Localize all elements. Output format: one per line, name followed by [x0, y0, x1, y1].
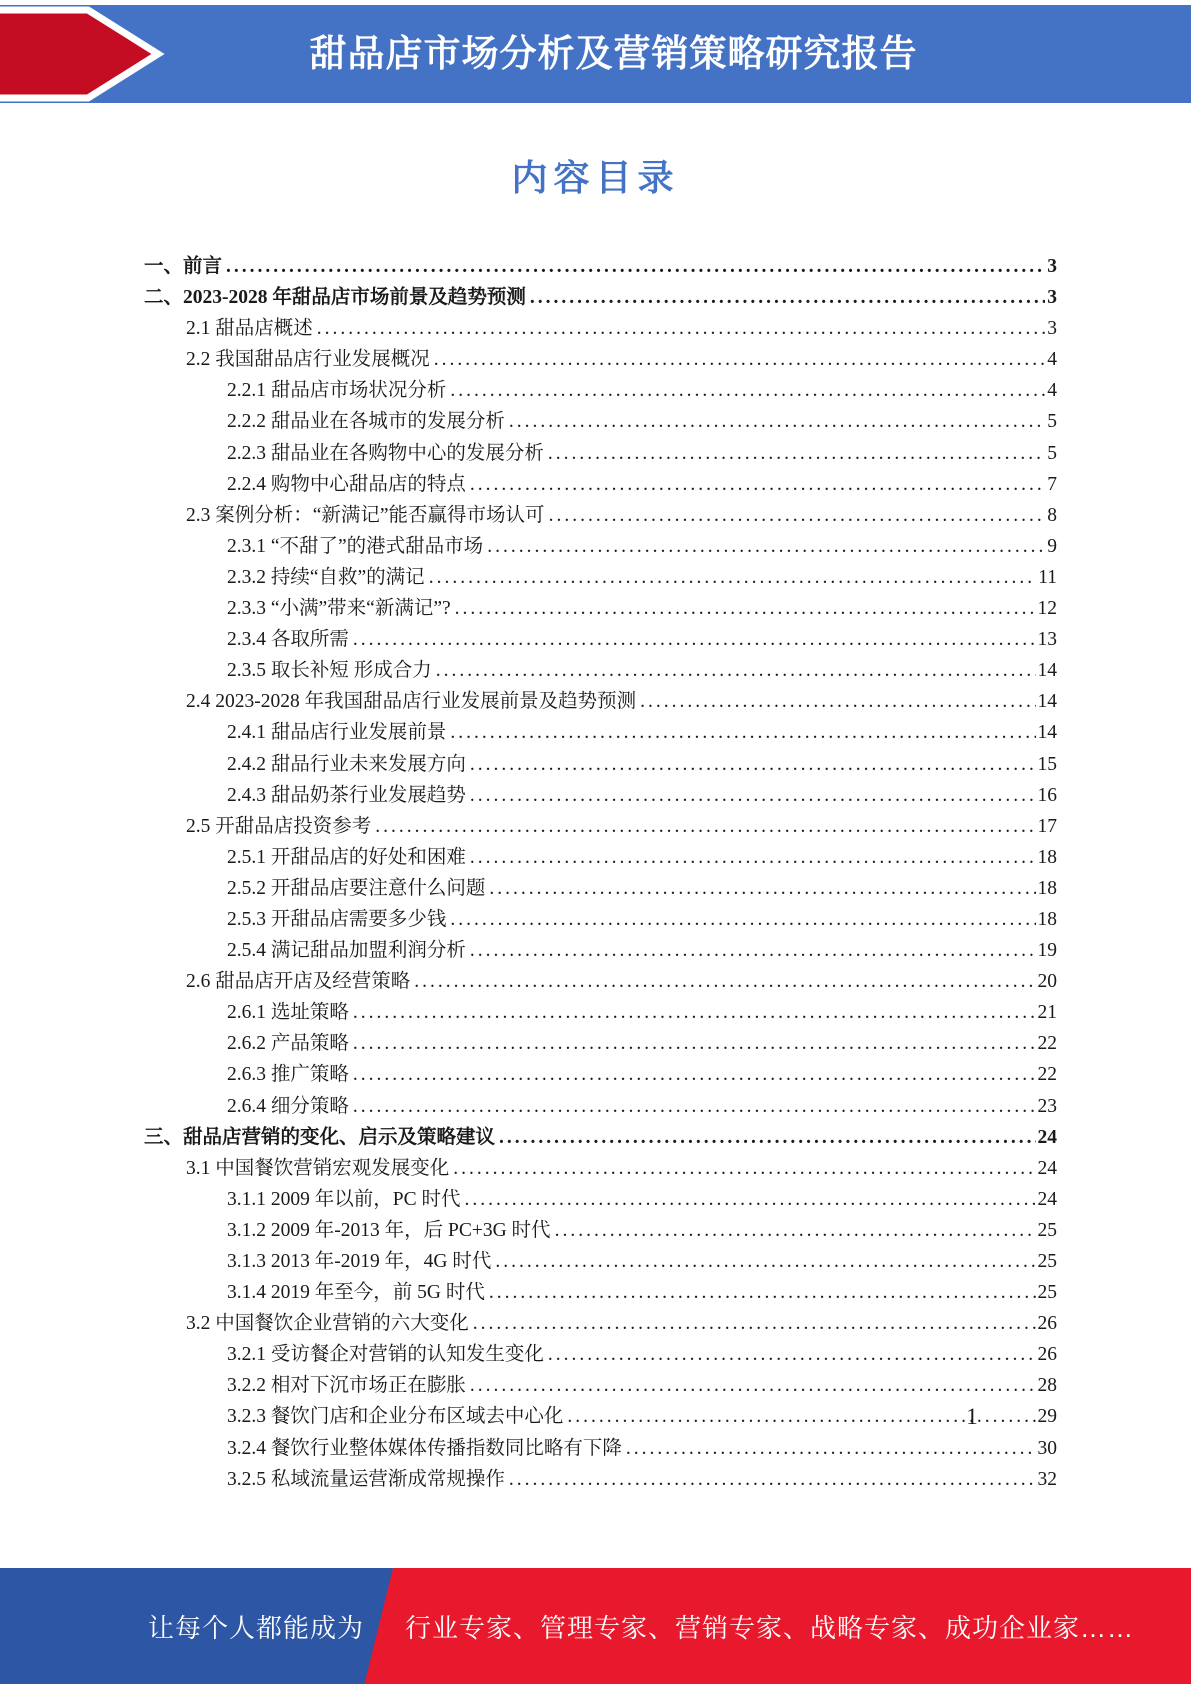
toc-entry[interactable]	[144, 406, 1057, 437]
toc-entry-label: 3.2.5 私域流量运营渐成常规操作	[227, 1468, 505, 1490]
toc-entry-label: 2.5.1 开甜品店的好处和困难	[227, 846, 466, 868]
toc-entry-label: 2.6.1 选址策略	[227, 1002, 349, 1024]
toc-entry[interactable]	[144, 344, 1057, 375]
toc-entry[interactable]	[144, 1277, 1057, 1308]
toc-entry-label: 三、甜品店营销的变化、启示及策略建议	[144, 1126, 496, 1148]
toc-entry[interactable]	[144, 469, 1057, 500]
footer-banner	[0, 1568, 1191, 1684]
toc-leader-dots	[470, 1370, 1036, 1401]
toc-entry-label: 2.2 我国甜品店行业发展概况	[186, 349, 430, 371]
toc-entry-page-number: 28	[1037, 1375, 1057, 1397]
toc-entry[interactable]	[144, 1215, 1057, 1246]
toc-leader-dots	[470, 842, 1036, 873]
toc-entry-page-number: 25	[1037, 1282, 1057, 1304]
toc-entry-page-number: 3	[1047, 318, 1057, 340]
toc-leader-dots	[489, 1277, 1036, 1308]
toc-entry-label: 2.6.4 细分策略	[227, 1095, 349, 1117]
toc-entry-label: 2.3.2 持续“自救”的满记	[227, 566, 425, 588]
toc-entry-label: 3.1.2 2009 年-2013 年，后 PC+3G 时代	[227, 1219, 551, 1241]
toc-entry-label: 3.1.4 2019 年至今，前 5G 时代	[227, 1282, 485, 1304]
toc-entry-page-number: 11	[1038, 566, 1057, 588]
toc-entry-label: 3.2.2 相对下沉市场正在膨胀	[227, 1375, 466, 1397]
toc-entry[interactable]	[144, 655, 1057, 686]
toc-entry-label: 2.1 甜品店概述	[186, 318, 313, 340]
toc-leader-dots	[455, 593, 1036, 624]
toc-leader-dots	[509, 1464, 1036, 1495]
toc-entry[interactable]	[144, 1091, 1057, 1122]
toc-entry-label: 2.6 甜品店开店及经营策略	[186, 971, 411, 993]
toc-entry[interactable]	[144, 1122, 1057, 1153]
toc-leader-dots	[429, 562, 1037, 593]
toc-entry[interactable]	[144, 686, 1057, 717]
toc-entry-page-number: 16	[1037, 784, 1057, 806]
chevron-arrow-icon	[0, 5, 180, 103]
toc-entry-page-number: 5	[1047, 411, 1057, 433]
toc-entry[interactable]	[144, 1308, 1057, 1339]
toc-leader-dots	[353, 997, 1036, 1028]
toc-leader-dots	[499, 1122, 1035, 1153]
toc-entry-page-number: 23	[1037, 1095, 1057, 1117]
toc-leader-dots	[548, 1339, 1036, 1370]
toc-entry-label: 2.3 案例分析：“新满记”能否赢得市场认可	[186, 504, 545, 526]
toc-entry[interactable]	[144, 842, 1057, 873]
toc-leader-dots	[414, 966, 1035, 997]
toc-leader-dots	[436, 655, 1036, 686]
toc-entry-page-number: 3	[1047, 287, 1057, 309]
toc-entry-page-number: 13	[1037, 629, 1057, 651]
toc-entry-label: 2.5 开甜品店投资参考	[186, 815, 372, 837]
toc-entry-page-number: 12	[1037, 598, 1057, 620]
toc-leader-dots	[640, 686, 1035, 717]
toc-entry-label: 3.1.3 2013 年-2019 年，4G 时代	[227, 1251, 492, 1272]
toc-heading: 内容目录	[511, 158, 680, 198]
toc-entry-label: 2.2.1 甜品店市场状况分析	[227, 380, 447, 402]
toc-leader-dots	[626, 1433, 1036, 1464]
toc-entry-label: 2.5.4 满记甜品加盟利润分析	[227, 940, 466, 962]
toc-entry-page-number: 7	[1047, 473, 1057, 495]
toc-entry-page-number: 5	[1047, 442, 1057, 464]
toc-entry[interactable]	[144, 1401, 1057, 1432]
toc-entry-page-number: 4	[1047, 380, 1057, 402]
toc-leader-dots	[470, 935, 1036, 966]
toc-leader-dots	[470, 749, 1036, 780]
toc-entry-page-number: 24	[1037, 1126, 1057, 1148]
toc-entry[interactable]	[144, 749, 1057, 780]
toc-entry[interactable]	[144, 997, 1057, 1028]
toc-leader-dots	[495, 1246, 1035, 1277]
toc-entry-label: 3.2.1 受访餐企对营销的认知发生变化	[227, 1344, 544, 1366]
toc-leader-dots	[487, 531, 1045, 562]
toc-entry[interactable]	[144, 811, 1057, 842]
toc-entry-page-number: 3	[1047, 256, 1057, 277]
toc-leader-dots	[470, 780, 1036, 811]
toc-leader-dots	[530, 282, 1045, 313]
toc-entry[interactable]	[144, 1433, 1057, 1464]
toc-leader-dots	[509, 406, 1045, 437]
toc-entry-page-number: 26	[1037, 1313, 1057, 1335]
toc-entry-page-number: 18	[1037, 908, 1057, 930]
toc-entry[interactable]	[144, 1370, 1057, 1401]
toc-entry[interactable]	[144, 438, 1057, 469]
toc-entry-label: 2.3.5 取长补短 形成合力	[227, 660, 432, 682]
toc-entry-page-number: 24	[1037, 1157, 1057, 1179]
toc-entry-page-number: 22	[1037, 1064, 1057, 1086]
toc-leader-dots	[353, 1059, 1036, 1090]
toc-entry-label: 3.2.3 餐饮门店和企业分布区域去中心化	[227, 1406, 564, 1428]
toc-list	[144, 251, 1057, 1495]
toc-entry-label: 二、2023-2028 年甜品店市场前景及趋势预测	[144, 287, 526, 309]
toc-entry-label: 2.3.4 各取所需	[227, 629, 349, 651]
toc-entry[interactable]	[144, 313, 1057, 344]
toc-entry-page-number: 22	[1037, 1033, 1057, 1055]
header-bar	[0, 5, 1191, 103]
toc-leader-dots	[450, 375, 1045, 406]
toc-entry[interactable]	[144, 531, 1057, 562]
toc-leader-dots	[353, 624, 1036, 655]
toc-entry[interactable]	[144, 593, 1057, 624]
toc-entry-page-number: 21	[1037, 1002, 1057, 1024]
toc-entry-label: 2.5.2 开甜品店要注意什么问题	[227, 877, 486, 899]
toc-leader-dots	[353, 1091, 1036, 1122]
toc-leader-dots	[555, 1215, 1036, 1246]
toc-entry-label: 3.1 中国餐饮营销宏观发展变化	[186, 1157, 450, 1179]
toc-entry-page-number: 17	[1037, 815, 1057, 837]
toc-entry-label: 3.1.1 2009 年以前，PC 时代	[227, 1188, 461, 1210]
toc-entry-label: 2.4.2 甜品行业未来发展方向	[227, 753, 466, 775]
toc-entry[interactable]	[144, 717, 1057, 748]
toc-entry-label: 2.4 2023-2028 年我国甜品店行业发展前景及趋势预测	[186, 691, 637, 713]
toc-entry-page-number: 25	[1037, 1219, 1057, 1241]
toc-leader-dots	[375, 811, 1035, 842]
toc-entry[interactable]	[144, 282, 1057, 313]
toc-entry-page-number: 18	[1037, 846, 1057, 868]
toc-entry-label: 2.2.4 购物中心甜品店的特点	[227, 473, 466, 495]
toc-entry-page-number: 30	[1037, 1437, 1057, 1459]
toc-entry-label: 2.2.2 甜品业在各城市的发展分析	[227, 411, 505, 433]
toc-entry[interactable]	[144, 500, 1057, 531]
toc-entry-page-number: 20	[1037, 971, 1057, 993]
toc-entry[interactable]	[144, 935, 1057, 966]
footer-slogan-left: 让每个人都能成为	[148, 1612, 365, 1643]
toc-entry[interactable]	[144, 251, 1057, 282]
toc-entry-label: 2.4.3 甜品奶茶行业发展趋势	[227, 784, 466, 806]
toc-entry-page-number: 14	[1037, 691, 1057, 713]
toc-entry-page-number: 29	[1037, 1406, 1057, 1428]
toc-leader-dots	[549, 500, 1046, 531]
toc-leader-dots	[450, 717, 1035, 748]
toc-entry[interactable]	[144, 624, 1057, 655]
toc-entry-page-number: 4	[1047, 349, 1057, 371]
toc-entry-page-number: 18	[1037, 877, 1057, 899]
toc-leader-dots	[317, 313, 1045, 344]
toc-entry[interactable]	[144, 1153, 1057, 1184]
toc-entry-page-number: 14	[1037, 722, 1057, 744]
toc-entry-label: 2.6.2 产品策略	[227, 1033, 349, 1055]
toc-entry[interactable]	[144, 1339, 1057, 1370]
toc-entry[interactable]	[144, 1184, 1057, 1215]
toc-leader-dots	[470, 469, 1045, 500]
toc-entry[interactable]	[144, 1059, 1057, 1090]
toc-entry-label: 2.5.3 开甜品店需要多少钱	[227, 908, 447, 930]
toc-entry[interactable]	[144, 562, 1057, 593]
toc-entry-label: 2.6.3 推广策略	[227, 1064, 349, 1086]
toc-entry[interactable]	[144, 1246, 1057, 1277]
toc-leader-dots	[450, 904, 1035, 935]
toc-leader-dots	[453, 1153, 1035, 1184]
toc-entry-page-number: 26	[1037, 1344, 1057, 1366]
toc-entry-page-number: 32	[1037, 1468, 1057, 1490]
toc-entry-label: 2.2.3 甜品业在各购物中心的发展分析	[227, 442, 544, 464]
toc-leader-dots	[473, 1308, 1036, 1339]
toc-leader-dots	[489, 873, 1035, 904]
toc-entry-page-number: 24	[1037, 1188, 1057, 1210]
toc-entry-label: 3.2.4 餐饮行业整体媒体传播指数同比略有下降	[227, 1437, 622, 1459]
page-number: 1	[966, 1404, 978, 1429]
toc-leader-dots	[464, 1184, 1035, 1215]
report-title: 甜品店市场分析及营销策略研究报告	[309, 33, 918, 74]
toc-entry[interactable]	[144, 780, 1057, 811]
toc-entry[interactable]	[144, 375, 1057, 406]
toc-entry-page-number: 19	[1037, 940, 1057, 962]
toc-leader-dots	[548, 438, 1045, 469]
toc-leader-dots	[434, 344, 1045, 375]
footer-slogan-right: 行业专家、管理专家、营销专家、战略专家、成功企业家……	[405, 1612, 1135, 1643]
toc-entry-page-number: 9	[1047, 535, 1057, 557]
toc-leader-dots	[353, 1028, 1036, 1059]
toc-entry-label: 2.3.3 “小满”带来“新满记”?	[227, 598, 451, 620]
toc-entry-page-number: 14	[1037, 660, 1057, 682]
toc-entry-label: 2.3.1 “不甜了”的港式甜品市场	[227, 535, 484, 557]
toc-leader-dots	[226, 251, 1045, 282]
toc-entry[interactable]	[144, 1464, 1057, 1495]
toc-entry-label: 一、前言	[144, 256, 223, 277]
toc-entry-page-number: 8	[1047, 504, 1057, 526]
toc-entry[interactable]	[144, 904, 1057, 935]
toc-entry-page-number: 25	[1037, 1251, 1057, 1272]
toc-entry[interactable]	[144, 966, 1057, 997]
toc-entry[interactable]	[144, 873, 1057, 904]
toc-entry-page-number: 15	[1037, 753, 1057, 775]
toc-entry-label: 3.2 中国餐饮企业营销的六大变化	[186, 1313, 469, 1335]
toc-entry-label: 2.4.1 甜品店行业发展前景	[227, 722, 447, 744]
toc-entry[interactable]	[144, 1028, 1057, 1059]
